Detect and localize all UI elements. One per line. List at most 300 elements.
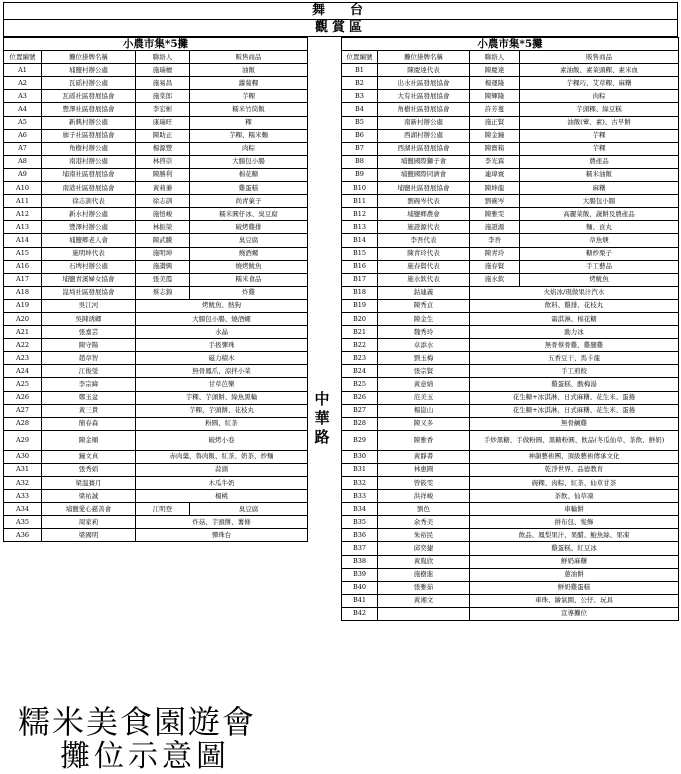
booth-id: B17 [342, 273, 378, 286]
booth-row [342, 247, 679, 260]
booth-name: 埔鹽社區發展協會 [378, 182, 470, 195]
booth-id: A3 [4, 90, 42, 103]
booth-contact: 徐志訓 [136, 195, 190, 208]
booth-name: 楊崑山 [378, 404, 470, 417]
booth-name: 李吾代表 [378, 234, 470, 247]
booth-name: 魏秀玲 [378, 326, 470, 339]
booth-id: B29 [342, 430, 378, 450]
booth-contact: 許芳蔓 [470, 103, 520, 116]
booth-id: B24 [342, 365, 378, 378]
booth-contact-and-products: 乾淨世界、品德教育 [470, 463, 679, 476]
booth-id: B3 [342, 90, 378, 103]
booth-products: 糯米食品 [190, 273, 308, 286]
booth-contact-and-products: 霜淇淋、棉花糖 [470, 312, 679, 325]
booth-contact-and-products: 手搖彈珠 [136, 339, 308, 352]
booth-id: A23 [4, 352, 42, 365]
booth-name: 瓦磘村辦公處 [42, 77, 136, 90]
booth-name: 黃意婧 [378, 378, 470, 391]
booth-contact-and-products: 車珠、繪氣圈、公仔、玩具 [470, 594, 679, 607]
booth-contact-and-products: 磁力積木 [136, 352, 308, 365]
column-header-row [4, 51, 308, 64]
booth-contact: 黃莉蓁 [136, 182, 190, 195]
booth-row [342, 273, 679, 286]
booth-contact: 施水欽 [470, 273, 520, 286]
booth-name: 江俊瑩 [42, 365, 136, 378]
booth-row [342, 365, 679, 378]
booth-id: B14 [342, 234, 378, 247]
booth-contact: 楊源豐 [136, 142, 190, 155]
booth-id: A36 [4, 529, 42, 542]
booth-row [4, 221, 308, 234]
booth-contact: 施易昌 [136, 77, 190, 90]
booth-row [4, 116, 308, 129]
booth-name: 新興村辦公處 [42, 116, 136, 129]
road-char: 中 [314, 390, 330, 408]
section-title-row [342, 38, 679, 51]
booth-contact: 施讚興 [136, 260, 190, 273]
booth-contact: 陳坤龍 [470, 182, 520, 195]
booth-id: A6 [4, 129, 42, 142]
booth-name: 陳又多 [378, 417, 470, 430]
booth-name: 南新村辦公處 [378, 116, 470, 129]
road-char: 華 [314, 409, 330, 427]
booth-name: 張秀娟 [42, 463, 136, 476]
booth-id: B9 [342, 168, 378, 181]
booth-name: 徐志訓代表 [42, 195, 136, 208]
booth-contact-and-products: 鮮奶麻糬 [470, 555, 679, 568]
booth-name: 施證源代表 [378, 221, 470, 234]
booth-id: A31 [4, 463, 42, 476]
booth-name: 黃靜書 [378, 450, 470, 463]
booth-name: 豐澤村辦公處 [42, 221, 136, 234]
booth-row [342, 568, 679, 581]
booth-row [4, 529, 308, 542]
booth-contact: 陳武騰 [136, 234, 190, 247]
booth-id: A29 [4, 430, 42, 450]
booth-id: B2 [342, 77, 378, 90]
booth-id: A15 [4, 247, 42, 260]
booth-name: 陳金順 [42, 430, 136, 450]
booth-contact-and-products: 無骨鳳爪、涼拌小菜 [136, 365, 308, 378]
booth-name: 埔鹽國際獅子會 [378, 155, 470, 168]
booth-contact-and-products: 破烤小卷 [136, 430, 308, 450]
booth-products: 炸雞 [190, 286, 308, 299]
booth-row [342, 555, 679, 568]
booth-name: 張嘉芸 [42, 326, 136, 339]
booth-products: 臭豆腐 [190, 234, 308, 247]
booth-row [4, 463, 308, 476]
booth-name: 梁祐誠 [42, 490, 136, 503]
booth-products: 粿 [190, 116, 308, 129]
booth-name: 卓添水 [378, 339, 470, 352]
booth-products: 大腸包小腸 [520, 195, 679, 208]
booth-row [342, 404, 679, 417]
booth-products: 臭豆腐 [190, 503, 308, 516]
booth-row [4, 77, 308, 90]
booth-name: 大有社區發展協會 [378, 90, 470, 103]
booth-id: A1 [4, 64, 42, 77]
booth-row [4, 503, 308, 516]
column-header: 位置編號 [4, 51, 42, 64]
booth-name: 埔鹽國際同濟會 [378, 168, 470, 181]
booth-name: 張宗賢 [378, 365, 470, 378]
booth-contact: 李光霖 [470, 155, 520, 168]
booth-contact-and-products: 蒜頭 [136, 463, 308, 476]
booth-contact: 連瑋寰 [470, 168, 520, 181]
booth-contact-and-products: 無骨蔡骨雞、雞腿雞 [470, 339, 679, 352]
booth-contact: 康瑞旺 [136, 116, 190, 129]
road-char: 路 [314, 428, 330, 446]
left-booth-table [3, 37, 308, 542]
booth-name: 廍子社區發展協會 [42, 129, 136, 142]
booth-contact-and-products: 赤肉羹、魯肉飯、紅茶、奶茶、炒麵 [136, 450, 308, 463]
booth-row [4, 182, 308, 195]
booth-id: B26 [342, 391, 378, 404]
booth-products: 燒烤魷魚 [190, 260, 308, 273]
booth-products: 糖炒栗子 [520, 247, 679, 260]
booth-row [342, 581, 679, 594]
booth-name: 施樹進 [378, 568, 470, 581]
booth-row [4, 430, 308, 450]
booth-id: B23 [342, 352, 378, 365]
booth-contact-and-products: 車輪餅 [470, 503, 679, 516]
booth-products: 燒酒螺 [190, 247, 308, 260]
booth-row [4, 247, 308, 260]
booth-name: 施水欽代表 [378, 273, 470, 286]
booth-row [4, 312, 308, 325]
column-header: 攤位掛牌名稱 [378, 51, 470, 64]
booth-id: A17 [4, 273, 42, 286]
booth-contact: 江明登 [136, 503, 190, 516]
column-header: 聯絡人 [136, 51, 190, 64]
booth-contact: 蔡志錦 [136, 286, 190, 299]
booth-row [4, 286, 308, 299]
booth-row [342, 477, 679, 490]
booth-id: A35 [4, 516, 42, 529]
booth-contact: 陳助正 [136, 129, 190, 142]
booth-row [342, 542, 679, 555]
booth-contact: 施正賢 [470, 116, 520, 129]
booth-contact-and-products: 彈珠台 [136, 529, 308, 542]
booth-id: B34 [342, 503, 378, 516]
booth-name: 黃湘文 [378, 594, 470, 607]
booth-id: B35 [342, 516, 378, 529]
booth-products: 肉粽 [520, 90, 679, 103]
booth-name: 崑埼社區發展協會 [42, 286, 136, 299]
booth-name: 瓦磘社區發展協會 [42, 90, 136, 103]
booth-id: B31 [342, 463, 378, 476]
booth-row [342, 64, 679, 77]
booth-row [342, 116, 679, 129]
booth-contact: 陳勝利 [136, 168, 190, 181]
booth-row [342, 417, 679, 430]
booth-contact: 陳寶箱 [470, 142, 520, 155]
column-header: 販售商品 [520, 51, 679, 64]
booth-row [4, 450, 308, 463]
booth-id: A4 [4, 103, 42, 116]
event-title: 糯米美食園遊會 [18, 703, 257, 741]
booth-name: 黃胤欣 [378, 555, 470, 568]
booth-contact: 施春賢 [470, 260, 520, 273]
booth-contact: 林振榮 [136, 221, 190, 234]
booth-products: 芋粿 [520, 142, 679, 155]
booth-id: B36 [342, 529, 378, 542]
booth-name: 南港村辦公處 [42, 155, 136, 168]
booth-row [342, 529, 679, 542]
booth-id: B5 [342, 116, 378, 129]
booth-products: 尚青菓子 [190, 195, 308, 208]
booth-row [342, 299, 679, 312]
booth-name: 李宗緯 [42, 378, 136, 391]
booth-row [4, 90, 308, 103]
booth-id: A19 [4, 299, 42, 312]
booth-name: 劉色 [378, 503, 470, 516]
booth-name: 埔鹽村辦公處 [42, 64, 136, 77]
booth-id: A25 [4, 378, 42, 391]
booth-id: B19 [342, 299, 378, 312]
booth-products: 麵、貢丸 [520, 221, 679, 234]
booth-products: 破烤雞排 [190, 221, 308, 234]
booth-contact: 陳雅雯 [470, 208, 520, 221]
booth-row [342, 503, 679, 516]
booth-contact-and-products: 無骨鹹雞 [470, 417, 679, 430]
booth-products: 糯米油飯 [520, 168, 679, 181]
booth-row [342, 155, 679, 168]
booth-row [342, 352, 679, 365]
booth-id: A9 [4, 168, 42, 181]
booth-contact-and-products: 雞蛋糕、酸梅湯 [470, 378, 679, 391]
booth-contact-and-products: 花生糖+冰淇淋、日式麻糬、花生米、蛋捲 [470, 391, 679, 404]
booth-id: A20 [4, 312, 42, 325]
booth-name: 施春賢代表 [378, 260, 470, 273]
booth-contact-and-products: 火焰冰/現做果汁汽水 [470, 286, 679, 299]
booth-row [4, 490, 308, 503]
booth-name: 陳金生 [378, 312, 470, 325]
booth-id: A7 [4, 142, 42, 155]
booth-contact: 陳金鐘 [470, 129, 520, 142]
booth-contact-and-products: 炸菇、芋頭餅、薯條 [136, 516, 308, 529]
booth-id: B7 [342, 142, 378, 155]
booth-id: B18 [342, 286, 378, 299]
booth-id: A34 [4, 503, 42, 516]
booth-products: 肉粽 [190, 142, 308, 155]
booth-products: 糯米圓仔冰、臭豆腐 [190, 208, 308, 221]
booth-row [4, 299, 308, 312]
booth-id: B10 [342, 182, 378, 195]
booth-name: 曾筱雯 [378, 477, 470, 490]
booth-id: A30 [4, 450, 42, 463]
booth-contact-and-products: 飲料、雞排、花枝丸 [470, 299, 679, 312]
booth-id: A8 [4, 155, 42, 168]
booth-name: 吳江河 [42, 299, 136, 312]
booth-name: 石埤村辦公處 [42, 260, 136, 273]
booth-name: 梁國明 [42, 529, 136, 542]
booth-contact-and-products: 宣導攤位 [470, 607, 679, 620]
booth-row [4, 477, 308, 490]
booth-row [342, 430, 679, 450]
booth-row [342, 182, 679, 195]
booth-name: 出水社區發展協會 [378, 77, 470, 90]
booth-id: B8 [342, 155, 378, 168]
booth-name: 南港社區發展協會 [42, 182, 136, 195]
booth-name: 角樹社區發展協會 [378, 103, 470, 116]
booth-products: 韋魚焿 [520, 234, 679, 247]
right-booth-table [341, 37, 679, 621]
booth-row [4, 339, 308, 352]
booth-id: B15 [342, 247, 378, 260]
booth-contact: 施明坤 [136, 247, 190, 260]
booth-name: 劉碗岑代表 [378, 195, 470, 208]
booth-products: 芋粿、糯米麵 [190, 129, 308, 142]
booth-name: 洪祥峻 [378, 490, 470, 503]
booth-id: B30 [342, 450, 378, 463]
booth-row [342, 516, 679, 529]
booth-name: 簡春森 [42, 417, 136, 430]
booth-name: 邱奕捷 [378, 542, 470, 555]
section-title-row [4, 38, 308, 51]
booth-contact-and-products: 蔥油餅 [470, 568, 679, 581]
booth-id: A26 [4, 391, 42, 404]
booth-id: B13 [342, 221, 378, 234]
booth-contact-and-products: 動力冰 [470, 326, 679, 339]
booth-contact-and-products: 木瓜牛奶 [136, 477, 308, 490]
booth-row [342, 490, 679, 503]
booth-id: A33 [4, 490, 42, 503]
booth-contact: 陳青玲 [470, 247, 520, 260]
booth-products: 蘿蔔粿 [190, 77, 308, 90]
zhonghua-road-label [311, 390, 333, 447]
booth-row [4, 260, 308, 273]
booth-name [378, 607, 470, 620]
booth-contact: 楊運隆 [470, 77, 520, 90]
booth-row [342, 90, 679, 103]
booth-id: B25 [342, 378, 378, 391]
booth-row [342, 339, 679, 352]
booth-id: A24 [4, 365, 42, 378]
booth-contact: 李宏彬 [136, 103, 190, 116]
booth-row [4, 142, 308, 155]
booth-row [4, 326, 308, 339]
section-title: 小農市集*5攤 [342, 38, 679, 51]
booth-products: 糯米竹筒飯 [190, 103, 308, 116]
booth-id: B21 [342, 326, 378, 339]
booth-name: 劉玉梅 [378, 352, 470, 365]
booth-row [342, 168, 679, 181]
viewing-area-header: 觀賞區 [3, 19, 678, 37]
booth-name: 西湖社區發展協會 [378, 142, 470, 155]
booth-name: 角樹村辦公處 [42, 142, 136, 155]
booth-row [342, 221, 679, 234]
booth-name: 陳慶達代表 [378, 64, 470, 77]
booth-name: 周家莉 [42, 516, 136, 529]
booth-contact: 劉碗岑 [470, 195, 520, 208]
booth-id: B4 [342, 103, 378, 116]
booth-name: 施明坤代表 [42, 247, 136, 260]
booth-id: A16 [4, 260, 42, 273]
booth-contact-and-products: 水晶 [136, 326, 308, 339]
booth-products: 大腸包小腸 [190, 155, 308, 168]
booth-row [4, 404, 308, 417]
booth-row [342, 260, 679, 273]
booth-contact-and-products: 芋粿、芋頭餅、綠魚黑輪 [136, 391, 308, 404]
booth-products: 芋頭粿、綠豆糕 [520, 103, 679, 116]
column-header: 位置編號 [342, 51, 378, 64]
booth-contact: 施證源 [470, 221, 520, 234]
booth-products: 油飯 [190, 64, 308, 77]
section-title: 小農市集*5攤 [4, 38, 308, 51]
booth-id: B42 [342, 607, 378, 620]
booth-row [342, 234, 679, 247]
booth-id: A27 [4, 404, 42, 417]
booth-products: 高麗菜飯、蔬餅及農產品 [520, 208, 679, 221]
booth-id: A28 [4, 417, 42, 430]
booth-products: 素油飯、素菜頭粿、素米血 [520, 64, 679, 77]
booth-id: A13 [4, 221, 42, 234]
booth-name: 埔鹽鄉農會 [378, 208, 470, 221]
booth-row [342, 208, 679, 221]
booth-contact-and-products: 拼布包、髮飾 [470, 516, 679, 529]
booth-id: B1 [342, 64, 378, 77]
booth-row [4, 391, 308, 404]
booth-row [4, 516, 308, 529]
booth-contact-and-products: 飲品、鳳梨果汁、果醋、鮑魚絲、果凍 [470, 529, 679, 542]
booth-id: B20 [342, 312, 378, 325]
booth-row [4, 129, 308, 142]
booth-contact: 林啓崇 [136, 155, 190, 168]
booth-contact: 施瑞檀 [136, 64, 190, 77]
booth-contact: 陳輝隆 [470, 90, 520, 103]
column-header: 攤位掛牌名稱 [42, 51, 136, 64]
booth-name: 陳青玲代表 [378, 247, 470, 260]
booth-row [342, 594, 679, 607]
booth-row [4, 168, 308, 181]
booth-name: 趙韋智 [42, 352, 136, 365]
booth-name: 鄭玉盆 [42, 391, 136, 404]
booth-id: B39 [342, 568, 378, 581]
booth-row [342, 391, 679, 404]
booth-name: 梁温賽月 [42, 477, 136, 490]
booth-name: 陳雅香 [378, 430, 470, 450]
booth-contact-and-products: 碗粿、肉粽、紅茶、仙草甘茶 [470, 477, 679, 490]
booth-contact-and-products: 楊桃 [136, 490, 308, 503]
booth-id: B41 [342, 594, 378, 607]
booth-name: 陳秀貞 [378, 299, 470, 312]
booth-row [4, 417, 308, 430]
booth-name: 朱裕民 [378, 529, 470, 542]
booth-row [4, 234, 308, 247]
booth-row [342, 195, 679, 208]
booth-contact-and-products: 茶飲、仙草凍 [470, 490, 679, 503]
booth-contact-and-products: 花生糖+冰淇淋、日式麻糬、花生米、蛋捲 [470, 404, 679, 417]
booth-name: 張雅茹 [378, 581, 470, 594]
booth-id: B6 [342, 129, 378, 142]
booth-id: B27 [342, 404, 378, 417]
booth-name: 鐘文真 [42, 450, 136, 463]
booth-contact-and-products: 雞蛋糕、紅豆冰 [470, 542, 679, 555]
booth-name: 黃三貴 [42, 404, 136, 417]
booth-row [342, 607, 679, 620]
booth-name: 余秀美 [378, 516, 470, 529]
booth-row [4, 155, 308, 168]
booth-contact-and-products: 粉圓、紅茶 [136, 417, 308, 430]
booth-id: B37 [342, 542, 378, 555]
booth-id: A18 [4, 286, 42, 299]
booth-id: B38 [342, 555, 378, 568]
booth-row [342, 450, 679, 463]
booth-row [342, 326, 679, 339]
booth-products: 芋粿巧、艾草粿、麻糬 [520, 77, 679, 90]
booth-id: A5 [4, 116, 42, 129]
